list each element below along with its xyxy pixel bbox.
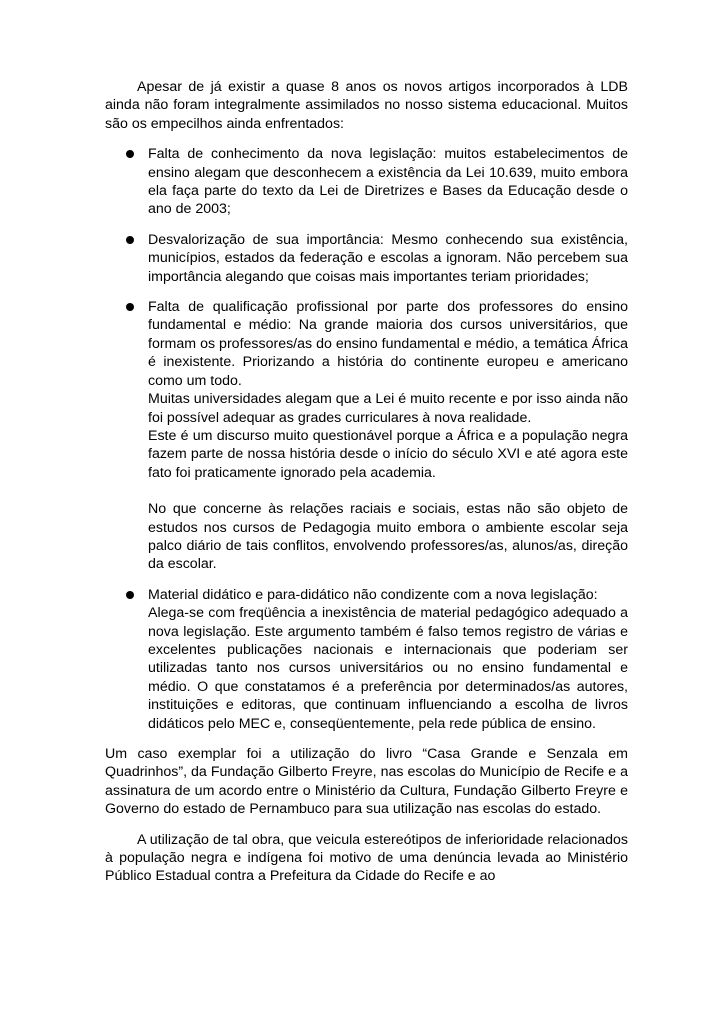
list-item	[105, 298, 628, 574]
list-item	[105, 586, 628, 733]
list-item-text: Falta de conhecimento da nova legislação: muitos estabelecimentos de ensino alegam que desconhecem a existência da Lei 10.639, muito embora ela faça parte do texto da Lei de Diretrizes e Bases da Educação desde o ano de 2003;	[148, 146, 628, 218]
list-item-text: Falta de qualificação profissional por parte dos professores do ensino fundamental e médio: Na grande maioria dos cursos universitários, que formam os professores/as do ensino fundamental e médio, a temática África é inexistente. Priorizando a história do continente europeu e americano como um todo.	[148, 299, 628, 389]
list-item-subtext: Este é um discurso muito questionável porque a África e a população negra fazem parte de nossa história desde o início do século XVI e até agora este fato foi praticamente ignorado pela academia.	[148, 427, 628, 481]
intro-paragraph: Apesar de já existir a quase 8 anos os novos artigos incorporados à LDB ainda não foram integralmente assimilados no nosso sistema educacional. Muitos são os empecilhos ainda enfrentados:	[105, 79, 628, 132]
document-body	[105, 78, 628, 886]
list-item-subtext: Muitas universidades alegam que a Lei é muito recente e por isso ainda não foi possível adequar as grades curriculares à nova realidade.	[148, 391, 628, 426]
bullet-icon	[126, 591, 134, 599]
bullet-icon	[126, 303, 134, 311]
bullet-icon	[126, 150, 134, 158]
issues-list	[105, 145, 628, 733]
list-item-text: Desvalorização de sua importância: Mesmo conhecendo sua existência, municípios, estados da federação e escolas a ignoram. Não percebem sua importância alegando que coisas mais importantes teriam prioridades;	[148, 231, 628, 285]
bullet-icon	[126, 236, 134, 244]
case-paragraph: Um caso exemplar foi a utilização do livro “Casa Grande e Senzala em Quadrinhos”, da Fundação Gilberto Freyre, nas escolas do Município de Recife e a assinatura de um acordo entre o Ministério da Cultura, Fundação Gilberto Freyre e Governo do estado de Pernambuco para sua utilização nas escolas do estado.	[105, 746, 628, 818]
list-item-subtext: No que concerne às relações raciais e sociais, estas não são objeto de estudos nos cursos de Pedagogia muito embora o ambiente escolar seja palco diário de tais conflitos, envolvendo professores/as, alunos/as, direção da escolar.	[148, 501, 628, 573]
list-item-subtext: Alega-se com freqüência a inexistência de material pedagógico adequado a nova legislação. Este argumento também é falso temos registro de várias e excelentes publicações nacionais e internacionais que poderiam ser utilizadas tanto nos cursos universitários ou no ensino fundamental e médio. O que constatamos é a preferência por determinados/as autores, instituições e editoras, que continuam influenciando a escolha de livros didáticos pelo MEC e, conseqüentemente, pela rede pública de ensino.	[148, 605, 628, 732]
list-item	[105, 231, 628, 286]
denuncia-paragraph: A utilização de tal obra, que veicula estereótipos de inferioridade relacionados à população negra e indígena foi motivo de uma denúncia levada ao Ministério Público Estadual contra a Prefeitura da Cidade do Recife e ao	[105, 831, 628, 885]
list-item-text: Material didático e para-didático não condizente com a nova legislação:	[148, 586, 598, 603]
list-item	[105, 145, 628, 219]
